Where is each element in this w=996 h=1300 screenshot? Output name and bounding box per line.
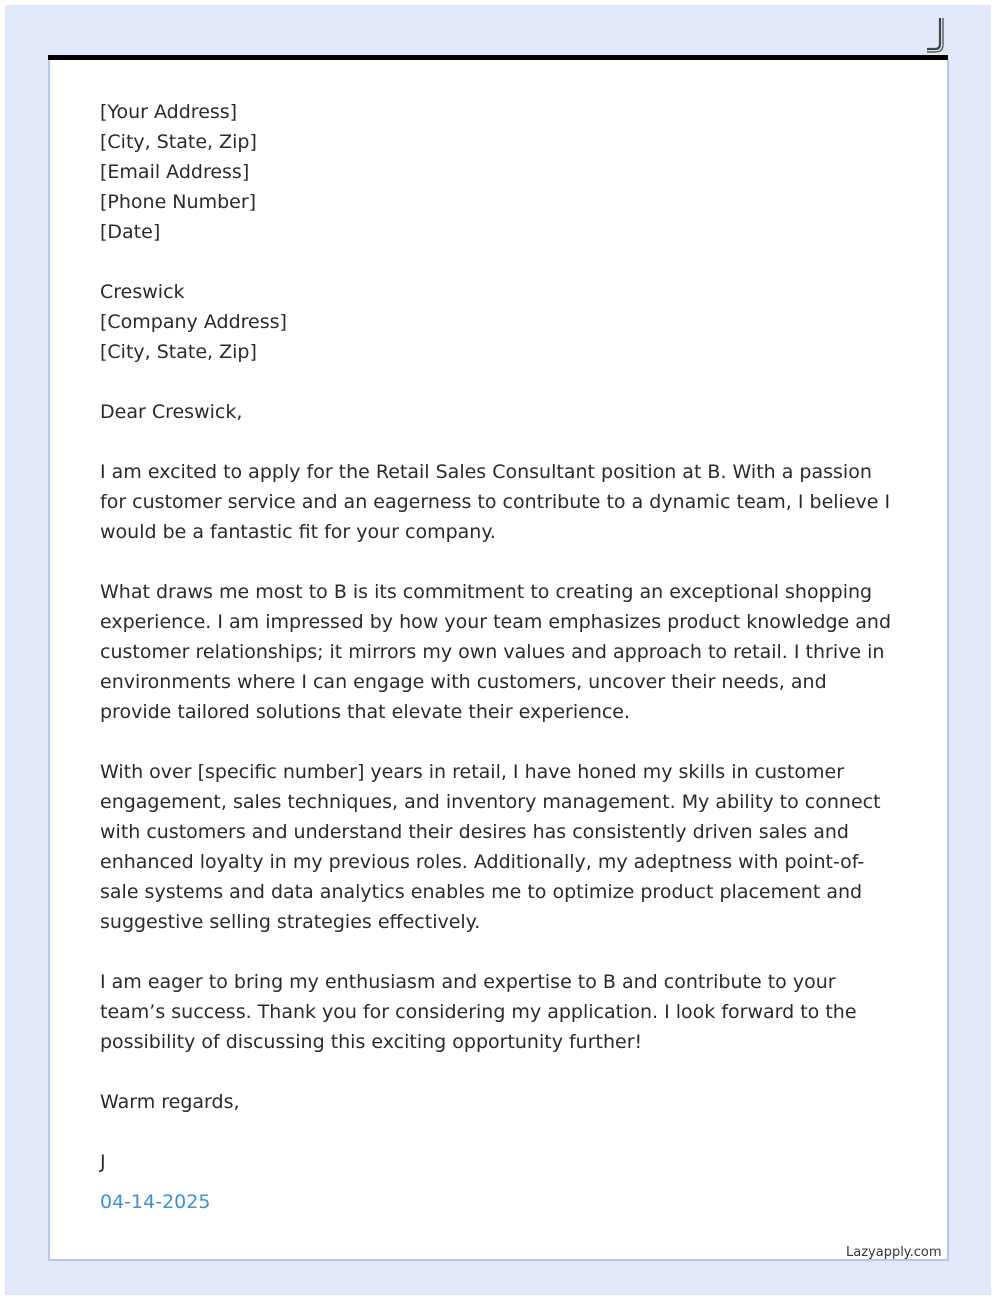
paragraph-intro: I am excited to apply for the Retail Sales Consultant position at B. With a passion for customer service and an eagerness to contribute to a dynamic team, I believe I would be a fantastic fit for your company. bbox=[100, 461, 891, 543]
letter-body bbox=[100, 97, 900, 1217]
sender-email: [Email Address] bbox=[100, 161, 250, 183]
signature: J bbox=[100, 1151, 106, 1173]
recipient-city-state-zip: [City, State, Zip] bbox=[100, 341, 257, 363]
recipient-company-address: [Company Address] bbox=[100, 311, 287, 333]
recipient-block bbox=[100, 277, 900, 367]
signed-date: 04-14-2025 bbox=[100, 1191, 211, 1213]
j-logo-icon bbox=[920, 14, 950, 54]
salutation: Dear Creswick, bbox=[100, 401, 243, 423]
paragraph-experience: With over [specific number] years in retail, I have honed my skills in customer engagement, sales techniques, and inventory management. My ability to connect with customers and understand their desires has consistently driven sales and enhanced loyalty in my previous roles. Additionally, my adeptness with point-of-sale systems and data analytics enables me to optimize product placement and suggestive selling strategies effectively. bbox=[100, 761, 881, 933]
closing-phrase: Warm regards, bbox=[100, 1091, 240, 1113]
sender-phone: [Phone Number] bbox=[100, 191, 257, 213]
paragraph-closing: I am eager to bring my enthusiasm and expertise to B and contribute to your team’s success. Thank you for considering my application. I look forward to the possibility of discussing this exciting opportunity further! bbox=[100, 971, 857, 1053]
sender-city-state-zip: [City, State, Zip] bbox=[100, 131, 257, 153]
footer-brand-link[interactable]: Lazyapply.com bbox=[846, 1245, 942, 1260]
recipient-name: Creswick bbox=[100, 281, 185, 303]
sender-address: [Your Address] bbox=[100, 101, 238, 123]
paragraph-motivation: What draws me most to B is its commitment to creating an exceptional shopping experience. I am impressed by how your team emphasizes product knowledge and customer relationships; it mirrors my own values and approach to retail. I thrive in environments where I can engage with customers, uncover their needs, and provide tailored solutions that elevate their experience. bbox=[100, 581, 892, 723]
sender-block bbox=[100, 97, 900, 247]
sender-date: [Date] bbox=[100, 221, 161, 243]
